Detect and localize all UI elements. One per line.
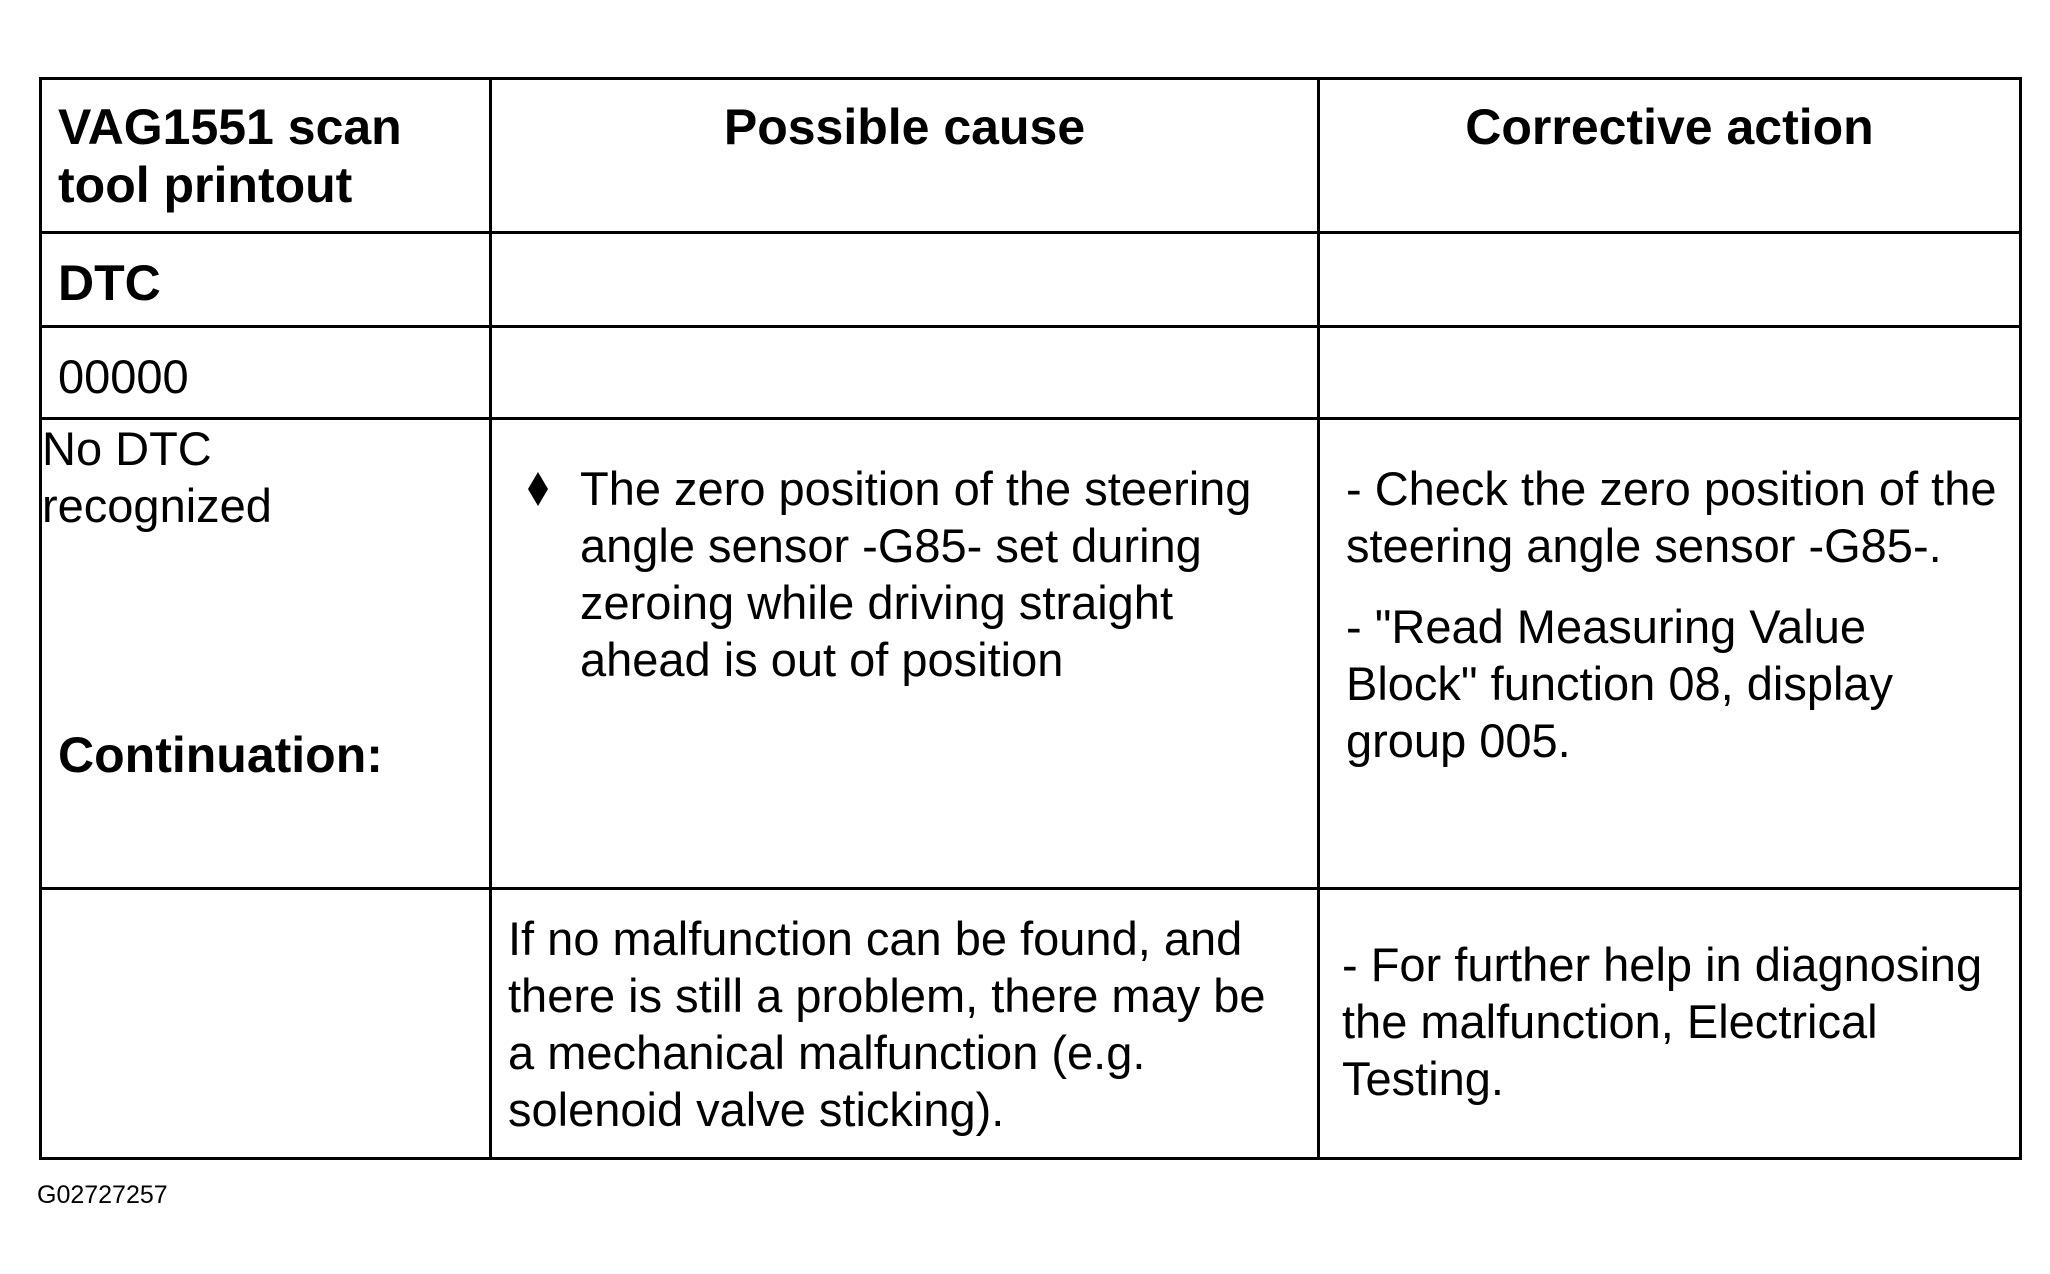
empty-cell bbox=[1319, 233, 2021, 327]
header-possible-cause: Possible cause bbox=[491, 79, 1319, 233]
code-cell bbox=[41, 327, 491, 419]
action-cell bbox=[1319, 419, 2021, 889]
empty-cell bbox=[41, 889, 491, 1159]
action-item: - Check the zero position of the steering angle sensor -G85-. bbox=[1346, 462, 1997, 572]
action-item: - "Read Measuring Value Block" function 08, display group 005. bbox=[1346, 600, 1894, 767]
header-row bbox=[41, 79, 2021, 233]
status-text: No DTC recognized bbox=[42, 422, 272, 532]
header-scan-tool-printout: VAG1551 scan tool printout bbox=[41, 79, 491, 233]
header-corrective-action: Corrective action bbox=[1319, 79, 2021, 233]
empty-cell bbox=[491, 327, 1319, 419]
dtc-row bbox=[41, 233, 2021, 327]
last-cause-text: If no malfunction can be found, and there is still a problem, there may be a mechanical malfunction (e.g. solenoid valve sticking). bbox=[508, 912, 1266, 1136]
dtc-code: 00000 bbox=[58, 350, 189, 403]
cause-text: The zero position of the steering angle sensor -G85- set during zeroing while driving straight ahead is out of position bbox=[580, 462, 1252, 686]
last-action-cell bbox=[1319, 889, 2021, 1159]
diagnostic-table bbox=[39, 77, 2022, 1160]
last-cause-cell bbox=[491, 889, 1319, 1159]
status-cell bbox=[41, 419, 491, 889]
main-row bbox=[41, 419, 2021, 889]
diamond-bullet-icon bbox=[528, 472, 548, 506]
continuation-label: Continuation: bbox=[58, 727, 383, 783]
last-row bbox=[41, 889, 2021, 1159]
code-row bbox=[41, 327, 2021, 419]
dtc-label-cell bbox=[41, 233, 491, 327]
empty-cell bbox=[491, 233, 1319, 327]
last-action-text: - For further help in diagnosing the malfunction, Electrical Testing. bbox=[1342, 938, 1983, 1105]
cause-cell bbox=[491, 419, 1319, 889]
empty-cell bbox=[1319, 327, 2021, 419]
dtc-label: DTC bbox=[58, 255, 161, 311]
figure-id: G02727257 bbox=[37, 1181, 168, 1209]
